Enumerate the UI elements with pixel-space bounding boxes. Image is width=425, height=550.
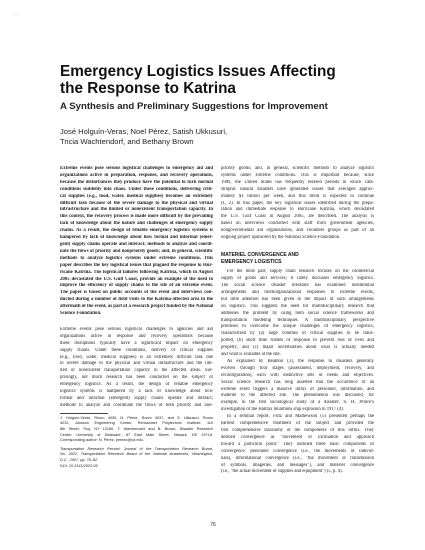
- abstract-line: ricane Katrina. The logistical failures following Katrina, which in August: [60, 269, 213, 275]
- body-line: logistics systems is hampered by a lack of knowledge about how: [60, 389, 213, 395]
- body-line: formal and informal (emergent) supply chains operate and interact;: [60, 396, 213, 401]
- body-line: nongovernmental aid organizations, and volunteer groups as part of an: [221, 228, 374, 234]
- body-line: 1989, the United States has frequently entered periods in which cata-: [221, 179, 374, 185]
- body-line: supply of goods and services; it rarely discusses emergency logistics.: [221, 276, 374, 282]
- body-line: organizations active in response and recovery operations because: [60, 333, 213, 339]
- section-paragraph-1: [221, 269, 374, 359]
- abstract-line: 2005 devastated the U.S. Gulf Coast, provide an example of the need to: [60, 276, 213, 282]
- section-heading: [221, 252, 374, 265]
- abstract-line: conditions suddenly into chaos. Under these conditions, delivering criti-: [60, 186, 213, 192]
- body-line: priority goods; and, in general, scientific methods to analyze logistics: [221, 166, 374, 171]
- body-line: and what is available at the site.: [221, 352, 281, 358]
- journal-citation: [60, 447, 213, 469]
- author-line: José Holguín-Veras, Noel Pérez, Satish Ukkusuri,: [60, 127, 228, 136]
- body-line: ited or nonexistent transportation capacity in the affected areas. Sur-: [60, 368, 213, 374]
- body-line: property, and (c) major uncertainties about what is actually needed: [221, 345, 374, 351]
- paper-subtitle: A Synthesis and Preliminary Suggestions for Improvement: [60, 101, 328, 112]
- abstract-line: this context, the recovery process is made more difficult by the prevailing: [60, 214, 213, 220]
- abstract-line: paper describes the key logistical issues that plagued the response to Hur-: [60, 262, 213, 268]
- footnote-rule: [60, 413, 108, 414]
- body-line: convergence: personnel convergence (i.e., the movements of individ-: [221, 448, 374, 454]
- body-line: methods to analyze and coordinate the flows of both priority and non-: [60, 402, 213, 408]
- abstract-line: aftermath of the event, as part of a research project funded by the National: [60, 304, 213, 310]
- body-line: emergency logistics. As a result, the design of reliable emergency: [60, 382, 213, 388]
- body-line: first comprehensive taxonomy of the components of this influx. They: [221, 428, 374, 433]
- abstract-line: difficult task because of the severe damage to the physical and virtual: [60, 200, 213, 206]
- affiliation-line: J. Holguín-Veras, Room 4030, N. Pérez, Room 4037, and S. Ukkusuri, Room: [60, 415, 213, 420]
- abstract-line: infrastructure and the limited or nonexistent transportation capacity. In: [60, 207, 213, 213]
- left-column: [60, 166, 213, 469]
- abstract-line: ducted during a number of field visits to the Katrina-affected area in the: [60, 297, 213, 303]
- body-line: but little attention has been given to the impact of such arrangements: [221, 296, 374, 302]
- body-line: For the most part, supply chain research focuses on the commercial: [227, 269, 374, 275]
- abstract: [60, 166, 213, 318]
- page-number: 76: [210, 522, 216, 528]
- affiliation-line: Center, University of Delaware, 87 East Main Street, Newark, DE 19716.: [60, 432, 213, 437]
- body-line: on logistics. This suggests the need for multidisciplinary research that: [221, 303, 374, 309]
- body-line: extreme event triggers a massive influx of personnel, information, and: [221, 386, 374, 392]
- body-line: ongoing project sponsored by the National Science Foundation.: [221, 235, 341, 241]
- body-line: supply chains. Under these conditions, delivery of critical supplies: [60, 347, 213, 353]
- citation-line: Transportation Research Record: Journal of the Transportation Research Board,: [60, 446, 213, 451]
- body-line: Extreme events pose serious logistical challenges to agencies and aid: [60, 326, 213, 332]
- body-line: promises to overcome the unique challenges of emergency logistics,: [221, 324, 374, 330]
- body-line: Social science research has long asserted that the occurrence of an: [221, 379, 374, 385]
- affiliation-line: Corresponding author: N. Pérez, perezn@rpi.edu.: [60, 438, 144, 443]
- body-line: The social science disaster literature has examined institutional: [221, 282, 374, 288]
- abstract-line: methods to analyze logistics systems under extreme conditions. This: [60, 255, 213, 261]
- body-line: characterized by (a) large volumes of critical supplies to be trans-: [221, 331, 374, 337]
- citation-line: D.C., 2007, pp. 76–82.: [60, 457, 99, 462]
- body-line: these disruptions typically have a significant impact on emergency: [60, 340, 213, 346]
- body-line: of symbols, imageries, and messages"), and materiel convergence: [221, 462, 374, 468]
- abstract-line: organizations active in preparation, response, and recovery operations,: [60, 172, 213, 178]
- body-line: arrangements and multiorganizational responses to extreme events,: [221, 289, 374, 295]
- intro-paragraph: [221, 166, 374, 242]
- paper-title: [60, 64, 400, 97]
- body-line: imately $1 billion per week, and this trend is expected to continue: [221, 193, 374, 199]
- title-line: Emergency Logistics Issues Affecting: [60, 63, 336, 80]
- body-line: (1, 2). In this paper, the key logistical issues identified during the prepa-: [221, 200, 374, 206]
- section-paragraph-2: [221, 359, 374, 476]
- body-line: ported, (b) short time frames of response to prevent loss of lives and: [221, 338, 374, 344]
- author-affiliations: [60, 416, 213, 444]
- body-line: uals), informational convergence (i.e., "the movement or transmission: [221, 455, 374, 461]
- body-line: materiel to the affected site. The phenomenon was discussed, for: [221, 393, 374, 399]
- body-line: (i.e., "the actual movement of supplies and equipment") (5, p. 4).: [221, 469, 343, 475]
- author-line: Tricia Wachtendorf, and Bethany Brown: [60, 137, 194, 146]
- body-line: In a seminal report, Fritz and Mathewson (5) presented perhaps the: [227, 414, 374, 420]
- body-line: the U.S. Gulf Coast in August 2005, are described. The analysis is: [221, 214, 374, 220]
- section-heading-line: EMERGENCY LOGISTICS: [221, 258, 282, 265]
- affiliation-line: 4032, Jonsson Engineering Center, Rensselaer Polytechnic Institute, 110: [60, 421, 213, 426]
- abstract-line: gent) supply chains operate and interact; methods to analyze and coordi-: [60, 241, 213, 247]
- body-line: defined convergence as "movement or inclination and approach: [221, 434, 374, 440]
- title-line: the Response to Katrina: [60, 79, 236, 97]
- body-line: prisingly, not much research has been conducted on the subject of: [60, 375, 213, 381]
- body-line: toward a particular point." They outlined three basic components of: [221, 441, 374, 447]
- body-line: earliest comprehensive treatment of the subject and provided the: [221, 421, 374, 427]
- body-line: As explained by Beamon (3), the response to disasters generally: [227, 358, 374, 364]
- body-line: ration and immediate response to Hurricane Katrina, which devastated: [221, 207, 374, 213]
- author-list: [60, 127, 320, 147]
- abstract-line: chains. As a result, the design of reliable emergency logistics systems is: [60, 228, 213, 234]
- body-line: investigation of the Halifax munitions ship explosion in 1917 (4).: [221, 407, 344, 413]
- abstract-line: Extreme events pose serious logistical challenges to emergency aid and: [60, 166, 213, 171]
- body-line: evolves through four stages (assessment, deployment, recovery, and: [221, 365, 374, 371]
- abstract-line: cal supplies (e.g., food, water, medical supplies) becomes an extremely: [60, 193, 213, 199]
- abstract-line: improve the efficiency of supply chains to the site of an extreme event.: [60, 283, 213, 289]
- body-line: to severe damage to the physical and virtual infrastructure and the lim-: [60, 361, 213, 367]
- section-heading-line: MATERIEL CONVERGENCE AND: [221, 251, 299, 258]
- abstract-line: lack of knowledge about the nature and challenges of emergency supply: [60, 221, 213, 227]
- body-line: based on interviews conducted with staff from government agencies,: [221, 221, 374, 227]
- corner-mark: · ◦: [14, 12, 19, 17]
- citation-line: No. 2022, Transportation Research Board of the National Academies, Washington,: [60, 452, 213, 457]
- body-line: strophic natural disasters have generated losses that averaged approx-: [221, 186, 374, 192]
- body-line: transportation modeling techniques. A multidisciplinary perspective: [221, 317, 374, 323]
- doi: DOI: 10.3141/2022-09: [60, 463, 98, 468]
- abstract-line: nate the flows of priority and nonpriority goods; and, in general, scientific: [60, 248, 213, 254]
- body-line: example, in the first sociological study of a disaster: S. H. Prince's: [221, 400, 374, 406]
- body-line: systems under extreme conditions. This is important because, since: [221, 172, 374, 178]
- affiliation-line: 8th Street, Troy, NY 12180. T. Wachtendorf and B. Brown, Disaster Research: [60, 427, 213, 431]
- abstract-line: The paper is based on public accounts of the event and interviews con-: [60, 290, 213, 296]
- body-line: (e.g., food, water, medical supplies) is an extremely difficult task due: [60, 354, 213, 360]
- abstract-line: because the disturbances they produce have the potential to turn normal: [60, 179, 213, 185]
- abstract-line: hampered by lack of knowledge about how formal and informal (emer-: [60, 235, 213, 241]
- body-line: addresses the problem by using both social science frameworks and: [221, 310, 374, 316]
- body-line: reconfiguration), each with distinctive sets of needs and objectives.: [221, 372, 374, 378]
- abstract-line: Science Foundation.: [60, 311, 102, 317]
- right-column: [221, 166, 374, 476]
- body-left-paragraph: [60, 327, 213, 410]
